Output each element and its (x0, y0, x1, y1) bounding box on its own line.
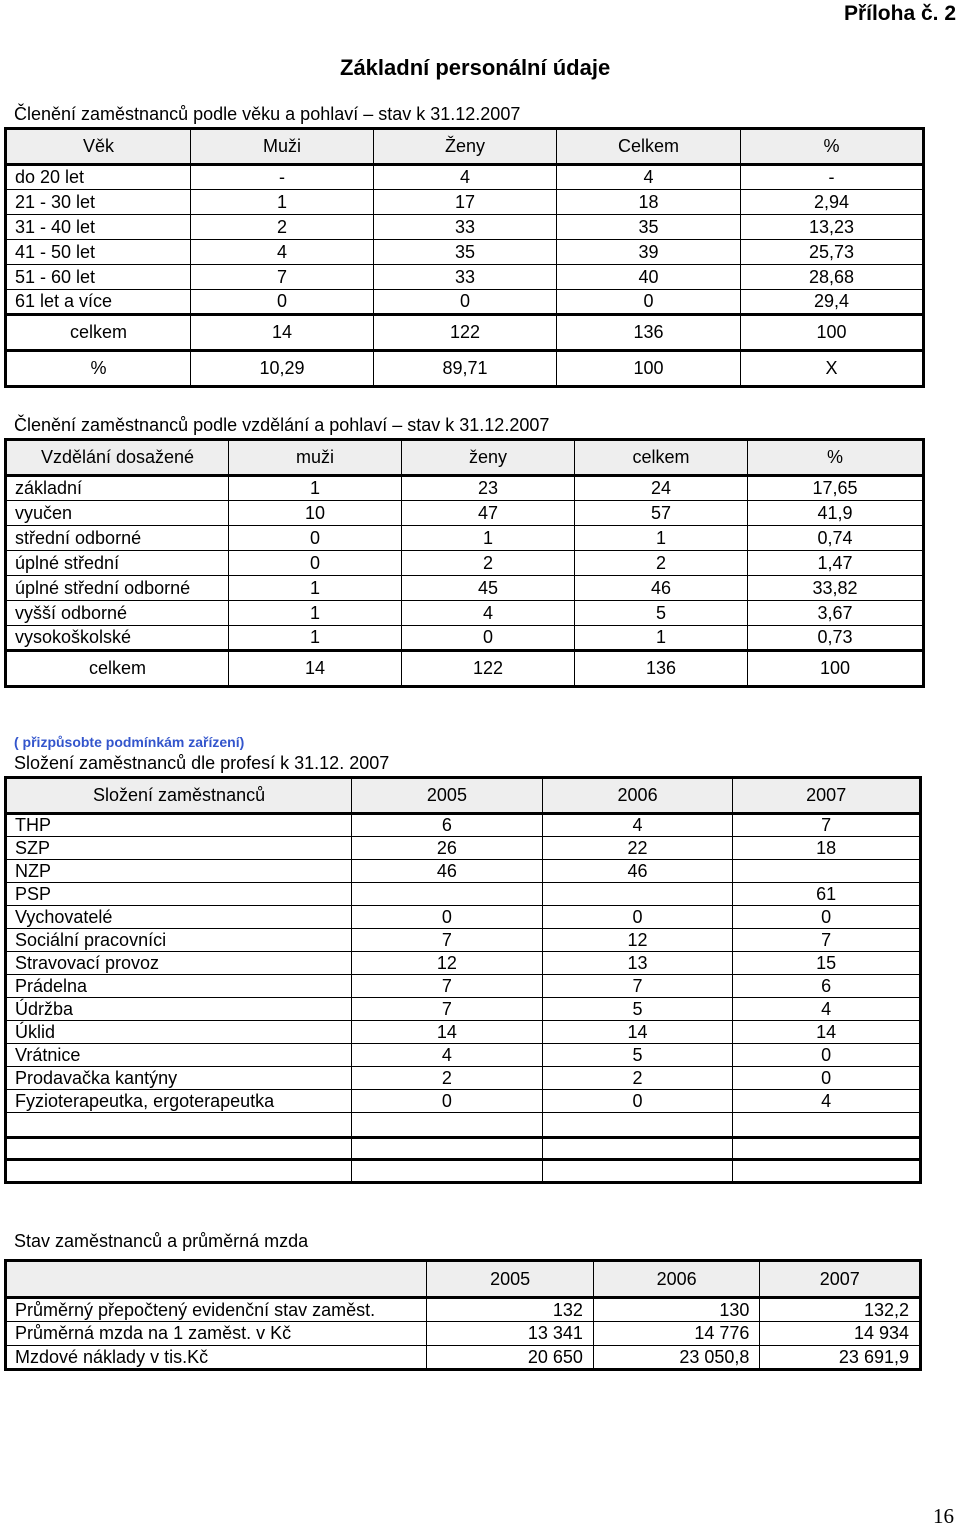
header-cell: 2005 (352, 778, 543, 814)
cell (733, 1160, 921, 1183)
cell: 10 (229, 501, 402, 526)
cell: X (741, 351, 924, 387)
header-cell: 2007 (760, 1261, 921, 1298)
cell: 122 (374, 315, 557, 351)
cell: 40 (557, 265, 741, 290)
header-cell: Muži (191, 129, 374, 165)
cell: 35 (557, 215, 741, 240)
cell: 130 (593, 1298, 760, 1322)
cell: 1 (402, 526, 575, 551)
cell: celkem (6, 315, 191, 351)
cell: 5 (542, 1044, 733, 1067)
cell: SZP (6, 837, 352, 860)
cell (733, 860, 921, 883)
cell: 4 (557, 165, 741, 190)
wage-table (4, 1259, 922, 1371)
cell: 46 (352, 860, 543, 883)
cell: Vychovatelé (6, 906, 352, 929)
cell: 7 (733, 929, 921, 952)
cell: 23 050,8 (593, 1346, 760, 1370)
cell: 0 (191, 290, 374, 315)
table-row (6, 265, 924, 290)
cell: 2 (575, 551, 748, 576)
page-title: Základní personální údaje (340, 55, 611, 80)
cell: 24 (575, 476, 748, 501)
cell: úplné střední (6, 551, 229, 576)
cell: 0 (229, 526, 402, 551)
cell: 14 (352, 1021, 543, 1044)
cell: 6 (733, 975, 921, 998)
cell: 7 (352, 975, 543, 998)
cell: 13 341 (427, 1322, 594, 1346)
cell: 0 (352, 906, 543, 929)
cell: 0 (402, 626, 575, 651)
cell: 61 (733, 883, 921, 906)
cell: 14 (733, 1021, 921, 1044)
cell: 1 (229, 626, 402, 651)
table-row (6, 190, 924, 215)
header-cell: 2005 (427, 1261, 594, 1298)
cell: Stravovací provoz (6, 952, 352, 975)
cell: 2 (352, 1067, 543, 1090)
cell: 100 (557, 351, 741, 387)
cell: 7 (352, 929, 543, 952)
cell: Prádelna (6, 975, 352, 998)
cell: 46 (542, 860, 733, 883)
cell: 1 (229, 476, 402, 501)
cell: 4 (191, 240, 374, 265)
age-table-caption: Členění zaměstnanců podle věku a pohlaví – stav k 31.12.2007 (14, 104, 521, 124)
cell: Prodavačka kantýny (6, 1067, 352, 1090)
cell: 0 (374, 290, 557, 315)
header-cell: Vzdělání dosažené (6, 440, 229, 476)
cell: celkem (6, 651, 229, 687)
header-cell: muži (229, 440, 402, 476)
table-row (6, 526, 924, 551)
cell (542, 1138, 733, 1160)
table-row (6, 952, 921, 975)
cell: 1 (191, 190, 374, 215)
cell: 10,29 (191, 351, 374, 387)
cell: Údržba (6, 998, 352, 1021)
page-number: 16 (933, 1504, 954, 1528)
cell: 4 (352, 1044, 543, 1067)
adapt-note: ( přizpůsobte podmínkám zařízení) (14, 734, 245, 750)
cell: 21 - 30 let (6, 190, 191, 215)
cell: 4 (733, 1090, 921, 1113)
cell (542, 883, 733, 906)
header-cell: 2007 (733, 778, 921, 814)
cell: 13 (542, 952, 733, 975)
cell: 132,2 (760, 1298, 921, 1322)
cell: 100 (741, 315, 924, 351)
header-cell: Celkem (557, 129, 741, 165)
cell: 5 (575, 601, 748, 626)
cell: 33,82 (748, 576, 924, 601)
cell: 2 (402, 551, 575, 576)
prof-table-caption: Složení zaměstnanců dle profesí k 31.12. 2007 (14, 753, 390, 773)
cell: 2 (542, 1067, 733, 1090)
table-row (6, 1160, 921, 1183)
cell (352, 1138, 543, 1160)
wage-table-caption: Stav zaměstnanců a průměrná mzda (14, 1231, 309, 1251)
cell: 0 (733, 906, 921, 929)
header-cell: celkem (575, 440, 748, 476)
cell: 1 (229, 601, 402, 626)
cell: 13,23 (741, 215, 924, 240)
header-cell: Ženy (374, 129, 557, 165)
cell: 5 (542, 998, 733, 1021)
cell: 14 (191, 315, 374, 351)
total-row (6, 651, 924, 687)
annex-label: Příloha č. 2 (843, 2, 956, 25)
cell: 1 (575, 526, 748, 551)
cell: 2 (191, 215, 374, 240)
cell: 22 (542, 837, 733, 860)
age-table (4, 127, 925, 388)
cell: 41,9 (748, 501, 924, 526)
edu-table-caption: Členění zaměstnanců podle vzdělání a pohlaví – stav k 31.12.2007 (14, 415, 550, 435)
cell: 29,4 (741, 290, 924, 315)
professions-table (4, 776, 922, 1184)
cell: % (6, 351, 191, 387)
cell: Fyzioterapeutka, ergoterapeutka (6, 1090, 352, 1113)
table-row (6, 814, 921, 837)
cell: 136 (557, 315, 741, 351)
table-row (6, 929, 921, 952)
cell (6, 1138, 352, 1160)
cell: 7 (733, 814, 921, 837)
header-cell: Věk (6, 129, 191, 165)
cell: 0 (542, 1090, 733, 1113)
cell: 7 (542, 975, 733, 998)
table-row (6, 998, 921, 1021)
cell: 0 (229, 551, 402, 576)
cell: 0 (557, 290, 741, 315)
table-row (6, 626, 924, 651)
cell: 45 (402, 576, 575, 601)
cell: 51 - 60 let (6, 265, 191, 290)
cell: 1,47 (748, 551, 924, 576)
table-row (6, 165, 924, 190)
cell: 47 (402, 501, 575, 526)
cell: 1 (229, 576, 402, 601)
cell: 17,65 (748, 476, 924, 501)
cell (6, 1113, 352, 1138)
header-cell: Složení zaměstnanců (6, 778, 352, 814)
table-row (6, 601, 924, 626)
cell: Sociální pracovníci (6, 929, 352, 952)
cell: 89,71 (374, 351, 557, 387)
cell: 28,68 (741, 265, 924, 290)
cell: 0,73 (748, 626, 924, 651)
table-row (6, 1138, 921, 1160)
table-row (6, 883, 921, 906)
table-row (6, 476, 924, 501)
table-row (6, 1044, 921, 1067)
cell: 122 (402, 651, 575, 687)
cell: 35 (374, 240, 557, 265)
cell: 132 (427, 1298, 594, 1322)
header-cell: 2006 (542, 778, 733, 814)
table-row (6, 551, 924, 576)
cell: 18 (733, 837, 921, 860)
percent-row (6, 351, 924, 387)
table-row (6, 975, 921, 998)
cell (352, 1160, 543, 1183)
cell: 6 (352, 814, 543, 837)
table-row (6, 906, 921, 929)
cell: 14 776 (593, 1322, 760, 1346)
cell: 3,67 (748, 601, 924, 626)
cell: 4 (542, 814, 733, 837)
cell: 31 - 40 let (6, 215, 191, 240)
header-cell: 2006 (593, 1261, 760, 1298)
cell: THP (6, 814, 352, 837)
cell: Úklid (6, 1021, 352, 1044)
cell: - (741, 165, 924, 190)
table-row (6, 1298, 921, 1322)
cell: úplné střední odborné (6, 576, 229, 601)
cell (542, 1113, 733, 1138)
table-row (6, 576, 924, 601)
cell: 1 (575, 626, 748, 651)
education-table (4, 438, 925, 688)
cell: - (191, 165, 374, 190)
cell: vyšší odborné (6, 601, 229, 626)
header-cell (6, 1261, 427, 1298)
table-row (6, 1067, 921, 1090)
cell: 41 - 50 let (6, 240, 191, 265)
total-row (6, 315, 924, 351)
cell: 0 (733, 1044, 921, 1067)
header-cell: ženy (402, 440, 575, 476)
cell: 23 (402, 476, 575, 501)
cell: 14 934 (760, 1322, 921, 1346)
cell: 100 (748, 651, 924, 687)
cell: 0 (542, 906, 733, 929)
cell: 7 (352, 998, 543, 1021)
cell: 0 (352, 1090, 543, 1113)
table-row (6, 1113, 921, 1138)
cell: Vrátnice (6, 1044, 352, 1067)
cell: 4 (402, 601, 575, 626)
table-row (6, 860, 921, 883)
cell: 4 (733, 998, 921, 1021)
table-row (6, 1322, 921, 1346)
cell: do 20 let (6, 165, 191, 190)
cell: 18 (557, 190, 741, 215)
table-row (6, 1346, 921, 1370)
cell: 20 650 (427, 1346, 594, 1370)
table-row (6, 1090, 921, 1113)
header-cell: % (741, 129, 924, 165)
table-row (6, 837, 921, 860)
cell: 14 (542, 1021, 733, 1044)
cell: NZP (6, 860, 352, 883)
cell: 61 let a více (6, 290, 191, 315)
cell: 12 (542, 929, 733, 952)
cell (6, 1160, 352, 1183)
cell: 4 (374, 165, 557, 190)
cell: 33 (374, 215, 557, 240)
cell: 26 (352, 837, 543, 860)
cell: 2,94 (741, 190, 924, 215)
cell (352, 1113, 543, 1138)
cell (542, 1160, 733, 1183)
cell: 7 (191, 265, 374, 290)
cell: 0 (733, 1067, 921, 1090)
cell: 23 691,9 (760, 1346, 921, 1370)
cell: vyučen (6, 501, 229, 526)
cell: 25,73 (741, 240, 924, 265)
cell: 57 (575, 501, 748, 526)
cell: 0,74 (748, 526, 924, 551)
table-row (6, 1021, 921, 1044)
cell: Průměrná mzda na 1 zaměst. v Kč (6, 1322, 427, 1346)
table-row (6, 215, 924, 240)
cell (733, 1138, 921, 1160)
cell: 39 (557, 240, 741, 265)
cell: 15 (733, 952, 921, 975)
table-row (6, 501, 924, 526)
cell: Průměrný přepočtený evidenční stav zaměst. (6, 1298, 427, 1322)
cell: Mzdové náklady v tis.Kč (6, 1346, 427, 1370)
cell: střední odborné (6, 526, 229, 551)
cell: 17 (374, 190, 557, 215)
cell: vysokoškolské (6, 626, 229, 651)
cell: 14 (229, 651, 402, 687)
cell: 12 (352, 952, 543, 975)
cell: PSP (6, 883, 352, 906)
cell: 136 (575, 651, 748, 687)
table-row (6, 240, 924, 265)
cell: 46 (575, 576, 748, 601)
cell: 33 (374, 265, 557, 290)
cell (733, 1113, 921, 1138)
table-row (6, 290, 924, 315)
header-cell: % (748, 440, 924, 476)
cell: základní (6, 476, 229, 501)
cell (352, 883, 543, 906)
